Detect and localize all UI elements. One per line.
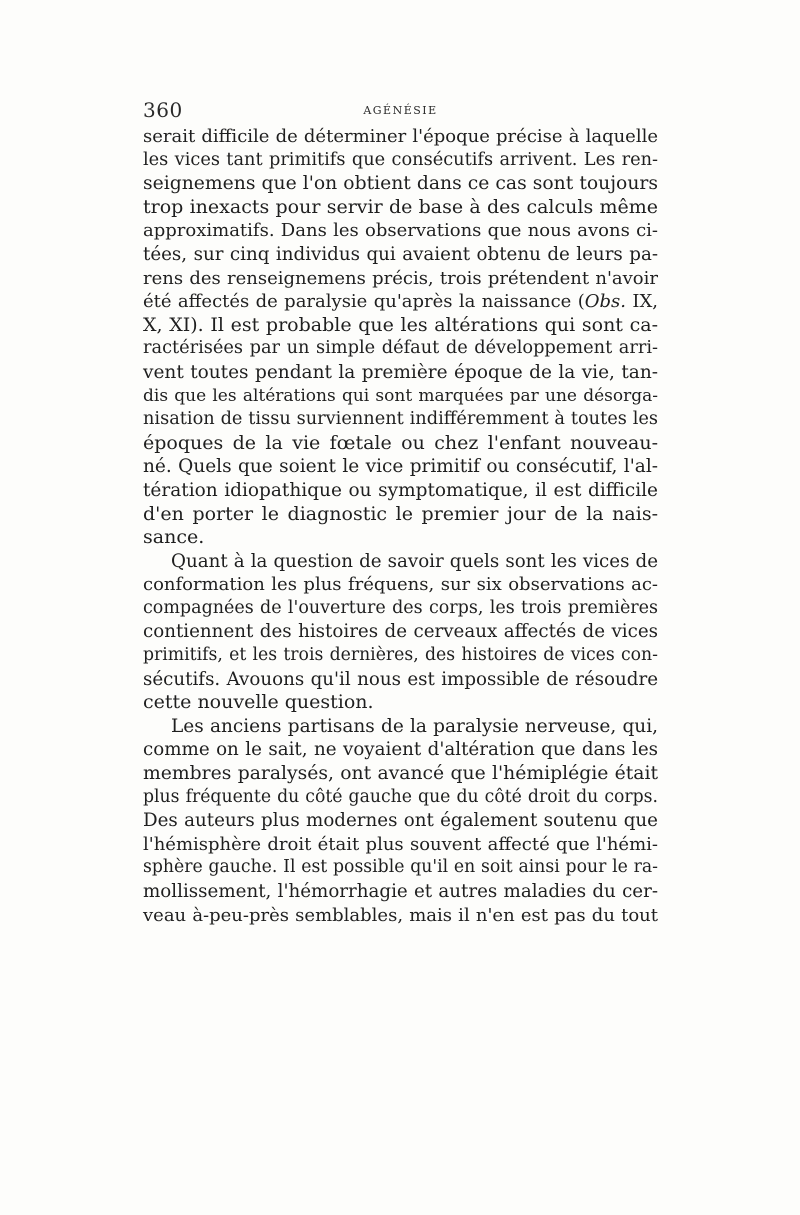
page-number: 360 [143, 98, 183, 122]
text-line: plus fréquente du côté gauche que du côté droit du corps. [143, 786, 658, 807]
text-line: sphère gauche. Il est possible qu'il en soit ainsi pour le ra- [143, 857, 658, 878]
text-line: comme on le sait, ne voyaient d'altération que dans les [143, 739, 658, 761]
text-line: compagnées de l'ouverture des corps, les trois premières [143, 597, 658, 618]
text-line: rens des renseignemens précis, trois prétendent n'avoir [143, 267, 658, 289]
text-line: tération idiopathique ou symptomatique, il est difficile [143, 479, 658, 501]
text-line: l'hémisphère droit était plus souvent affecté que l'hémi- [143, 833, 658, 855]
body-text [143, 125, 658, 927]
text-line: membres paralysés, ont avancé que l'hémiplégie était [143, 763, 658, 785]
paragraph-start-line: Quant à la question de savoir quels sont les vices de [171, 550, 658, 572]
text-line: seignemens que l'on obtient dans ce cas sont toujours [143, 173, 658, 195]
page-header [143, 96, 658, 126]
text-line: les vices tant primitifs que consécutifs arrivent. Les ren- [143, 149, 658, 170]
text-line: vent toutes pendant la première époque de la vie, tan- [143, 361, 658, 383]
text-line: contiennent des histoires de cerveaux affectés de vices [143, 621, 658, 643]
text-line-segment: été affectés de paralysie qu'après la naissance ( [143, 291, 585, 313]
text-line: mollissement, l'hémorrhagie et autres maladies du cer- [143, 881, 658, 902]
running-title: AGÉNÉSIE [363, 104, 438, 117]
text-line: dis que les altérations qui sont marquées par une désorga- [143, 385, 658, 406]
text-line: sécutifs. Avouons qu'il nous est impossible de résoudre [143, 668, 658, 690]
text-line: serait difficile de déterminer l'époque précise à laquelle [143, 126, 658, 147]
text-line: ractérisées par un simple défaut de développement arri- [143, 338, 658, 359]
text-line: veau à-peu-près semblables, mais il n'en est pas du tout [143, 904, 658, 926]
text-line: Des auteurs plus modernes ont également soutenu que [143, 810, 658, 832]
text-line: approximatifs. Dans les observations que nous avons ci- [143, 220, 658, 242]
text-line: cette nouvelle question. [143, 691, 374, 714]
text-line: conformation les plus fréquens, sur six observations ac- [143, 574, 658, 596]
text-line: époques de la vie fœtale ou chez l'enfant nouveau- [143, 431, 658, 454]
text-line: X, XI). Il est probable que les altérations qui sont ca- [143, 313, 658, 336]
text-line: tées, sur cinq individus qui avaient obtenu de leurs pa- [143, 243, 658, 265]
text-line: nisation de tissu surviennent indifféremment à toutes les [143, 409, 658, 430]
text-line: sance. [143, 526, 205, 549]
observation-numbers: IX, [625, 291, 658, 313]
observation-abbrev: Obs. [584, 291, 626, 313]
text-line: primitifs, et les trois dernières, des histoires de vices con- [143, 645, 658, 666]
text-line: né. Quels que soient le vice primitif ou consécutif, l'al- [143, 456, 658, 478]
text-line-with-reference [143, 290, 658, 314]
paragraph-start-line: Les anciens partisans de la paralysie nerveuse, qui, [171, 715, 658, 737]
text-line: trop inexacts pour servir de base à des calculs même [143, 195, 658, 218]
text-line: d'en porter le diagnostic le premier jour de la nais- [143, 502, 658, 525]
